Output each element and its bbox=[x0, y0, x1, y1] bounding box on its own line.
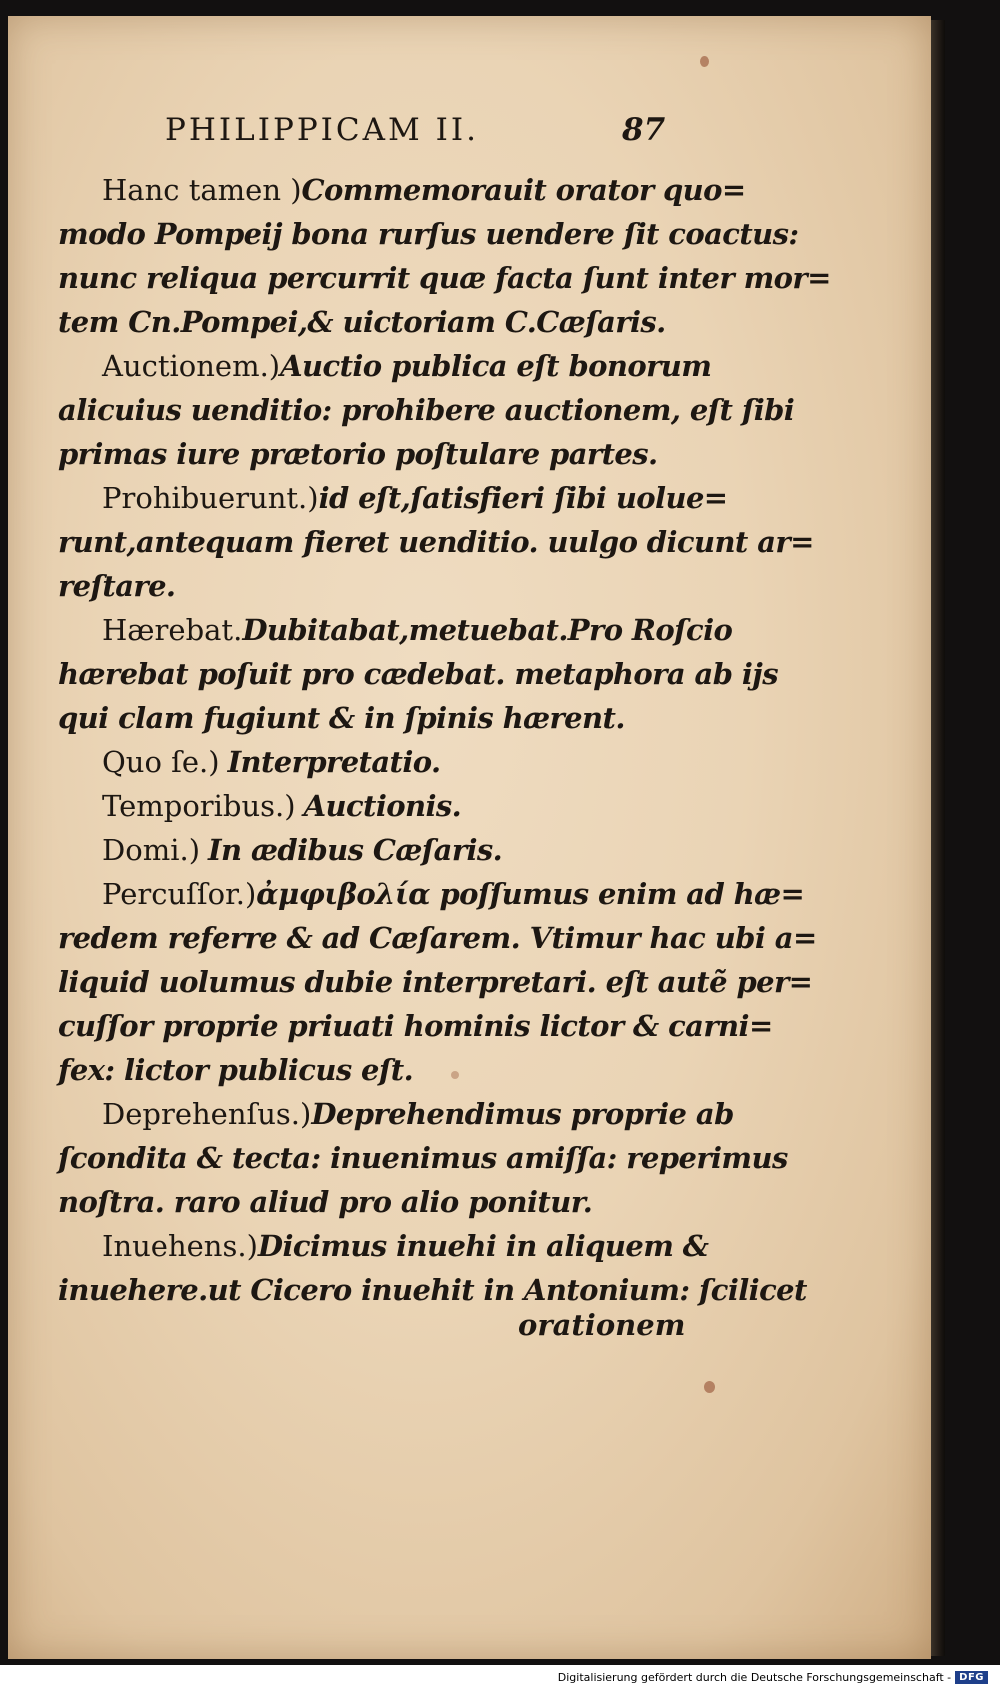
gloss: fex: lictor publicus eſt. bbox=[58, 1053, 414, 1087]
gloss: Interpretatio. bbox=[227, 745, 441, 779]
text-line bbox=[58, 1180, 708, 1224]
text-line bbox=[58, 388, 795, 432]
lemma: Quo ſe.) bbox=[102, 745, 220, 779]
lemma: Deprehenſus.) bbox=[102, 1097, 312, 1131]
text-line bbox=[58, 1092, 734, 1136]
text-line bbox=[58, 828, 708, 872]
text-line bbox=[58, 1048, 708, 1092]
lemma: Prohibuerunt.) bbox=[102, 481, 319, 515]
commentary-text bbox=[58, 168, 831, 1312]
gloss: modo Pompeij bona rurſus uendere ſit coactus: bbox=[58, 217, 799, 251]
gloss: primas iure prætorio poſtulare partes. bbox=[58, 437, 658, 471]
text-line bbox=[58, 520, 814, 564]
text-line bbox=[58, 960, 813, 1004]
paper-stain bbox=[704, 1381, 715, 1393]
text-line bbox=[58, 344, 712, 388]
gloss: reſtare. bbox=[58, 569, 176, 603]
text-line bbox=[58, 740, 708, 784]
text-line bbox=[58, 696, 708, 740]
running-head: PHILIPPICAM II. bbox=[165, 112, 479, 148]
gloss: id eſt,ſatisfieri ſibi uolue= bbox=[318, 481, 728, 515]
gloss: cuſſor proprie priuati hominis lictor & carni= bbox=[58, 1009, 773, 1043]
text-line bbox=[58, 652, 778, 696]
digitization-footer bbox=[554, 1667, 992, 1687]
page-edge bbox=[931, 20, 945, 1656]
dfg-logo: DFG bbox=[955, 1671, 988, 1684]
text-line bbox=[58, 168, 746, 212]
text-line bbox=[58, 256, 831, 300]
gloss: runt,antequam fieret uenditio. uulgo dicunt ar= bbox=[58, 525, 814, 559]
lemma: Hærebat. bbox=[102, 613, 243, 647]
gloss: alicuius uenditio: prohibere auctionem, eſt ſibi bbox=[58, 393, 795, 427]
text-line bbox=[58, 1004, 773, 1048]
gloss: qui clam fugiunt & in ſpinis hærent. bbox=[58, 701, 625, 735]
lemma: Inuehens.) bbox=[102, 1229, 258, 1263]
text-line bbox=[58, 212, 799, 256]
lemma: Temporibus.) bbox=[102, 789, 296, 823]
footer-text: Digitalisierung gefördert durch die Deutsche Forschungsgemeinschaft - bbox=[557, 1670, 952, 1684]
catchword: orationem bbox=[518, 1308, 686, 1342]
lemma: Percuſſor.) bbox=[102, 877, 257, 911]
text-line bbox=[58, 1136, 788, 1180]
paper-stain bbox=[700, 56, 709, 67]
text-line bbox=[58, 564, 708, 608]
lemma: Hanc tamen ) bbox=[102, 173, 302, 207]
lemma: Domi.) bbox=[102, 833, 201, 867]
gloss: Deprehendimus proprie ab bbox=[311, 1097, 734, 1131]
gloss: tem Cn.Pompei,& uictoriam C.Cæſaris. bbox=[58, 305, 666, 339]
text-line bbox=[58, 784, 708, 828]
gloss: Dubitabat,metuebat.Pro Roſcio bbox=[242, 613, 733, 647]
text-line bbox=[58, 476, 728, 520]
text-line bbox=[58, 1224, 708, 1268]
gloss: Auctionis. bbox=[303, 789, 462, 823]
text-line bbox=[58, 916, 817, 960]
text-line bbox=[58, 608, 733, 652]
gloss: liquid uolumus dubie interpretari. eſt autẽ per= bbox=[58, 965, 813, 999]
gloss: In ædibus Cæſaris. bbox=[208, 833, 503, 867]
text-line bbox=[58, 1268, 807, 1312]
gloss: ſcondita & tecta: inuenimus amiſſa: reperimus bbox=[58, 1141, 788, 1175]
lemma: Auctionem.) bbox=[102, 349, 281, 383]
gloss: Commemorauit orator quo= bbox=[301, 173, 746, 207]
gloss: noſtra. raro aliud pro alio ponitur. bbox=[58, 1185, 593, 1219]
gloss: hærebat poſuit pro cædebat. metaphora ab ijs bbox=[58, 657, 778, 691]
gloss: Dicimus inuehi in aliquem & bbox=[257, 1229, 709, 1263]
gloss: ἀμφιβολία poſſumus enim ad hæ= bbox=[256, 877, 805, 911]
gloss: inuehere.ut Cicero inuehit in Antonium: ſcilicet bbox=[58, 1273, 807, 1307]
gloss: nunc reliqua percurrit quæ facta ſunt inter mor= bbox=[58, 261, 831, 295]
gloss: Auctio publica eſt bonorum bbox=[280, 349, 712, 383]
gloss: redem referre & ad Cæſarem. Vtimur hac ubi a= bbox=[58, 921, 817, 955]
text-line bbox=[58, 300, 708, 344]
text-line bbox=[58, 872, 805, 916]
page-number: 87 bbox=[622, 112, 666, 148]
text-line bbox=[58, 432, 708, 476]
